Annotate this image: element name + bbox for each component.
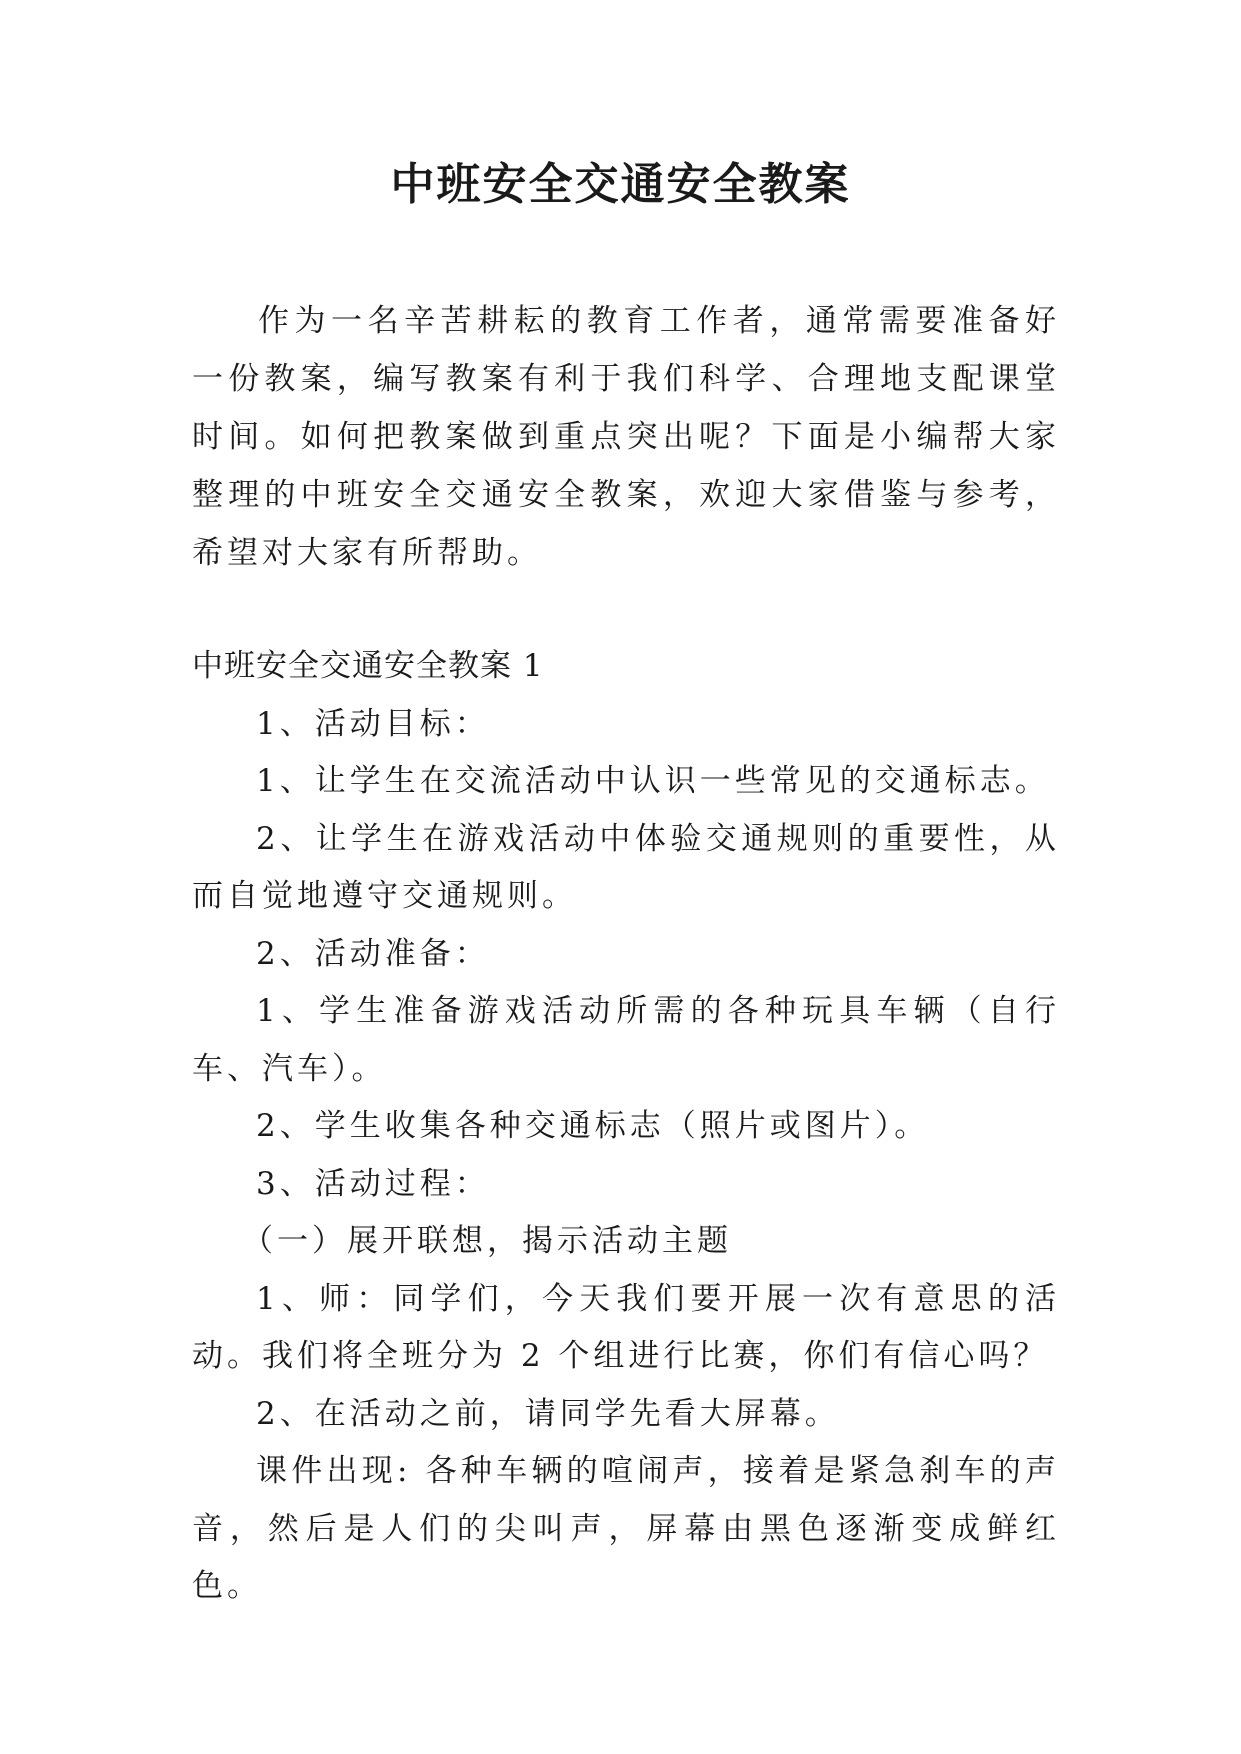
process-subheading-1: （一）展开联想，揭示活动主题 xyxy=(242,1223,732,1259)
page-title: 中班安全交通安全教案 xyxy=(390,159,851,210)
heading-activity-goals: 1、活动目标： xyxy=(256,705,490,742)
preparation-item-1: 1、学生准备游戏活动所需的各种玩具车辆（自行车、汽车）。 xyxy=(192,993,1060,1087)
process-item-2: 2、在活动之前，请同学先看大屏幕。 xyxy=(256,1395,840,1432)
goal-item-1: 1、让学生在交流活动中认识一些常见的交通标志。 xyxy=(256,763,1050,799)
lesson-body xyxy=(192,638,1060,1616)
process-item-1: 1、师：同学们，今天我们要开展一次有意思的活动。我们将全班分为 2 个组进行比赛，你们有信心吗？ xyxy=(192,1280,1060,1374)
heading-activity-preparation: 2、活动准备： xyxy=(256,935,490,972)
courseware-description: 课件出现: 各种车辆的喧闹声，接着是紧急刹车的声音，然后是人们的尖叫声，屏幕由黑色逐渐变成鲜红色。 xyxy=(192,1453,1060,1604)
intro-paragraph: 作为一名辛苦耕耘的教育工作者，通常需要准备好一份教案，编写教案有利于我们科学、合理地支配课堂时间。如何把教案做到重点突出呢？下面是小编帮大家整理的中班安全交通安全教案，欢迎大家借鉴与参考，希望对大家有所帮助。 xyxy=(192,303,1060,571)
section-heading: 中班安全交通安全教案 1 xyxy=(192,648,544,684)
goal-item-2: 2、让学生在游戏活动中体验交通规则的重要性，从而自觉地遵守交通规则。 xyxy=(192,820,1060,914)
heading-activity-process: 3、活动过程： xyxy=(256,1165,490,1202)
preparation-item-2: 2、学生收集各种交通标志（照片或图片）。 xyxy=(256,1108,930,1144)
